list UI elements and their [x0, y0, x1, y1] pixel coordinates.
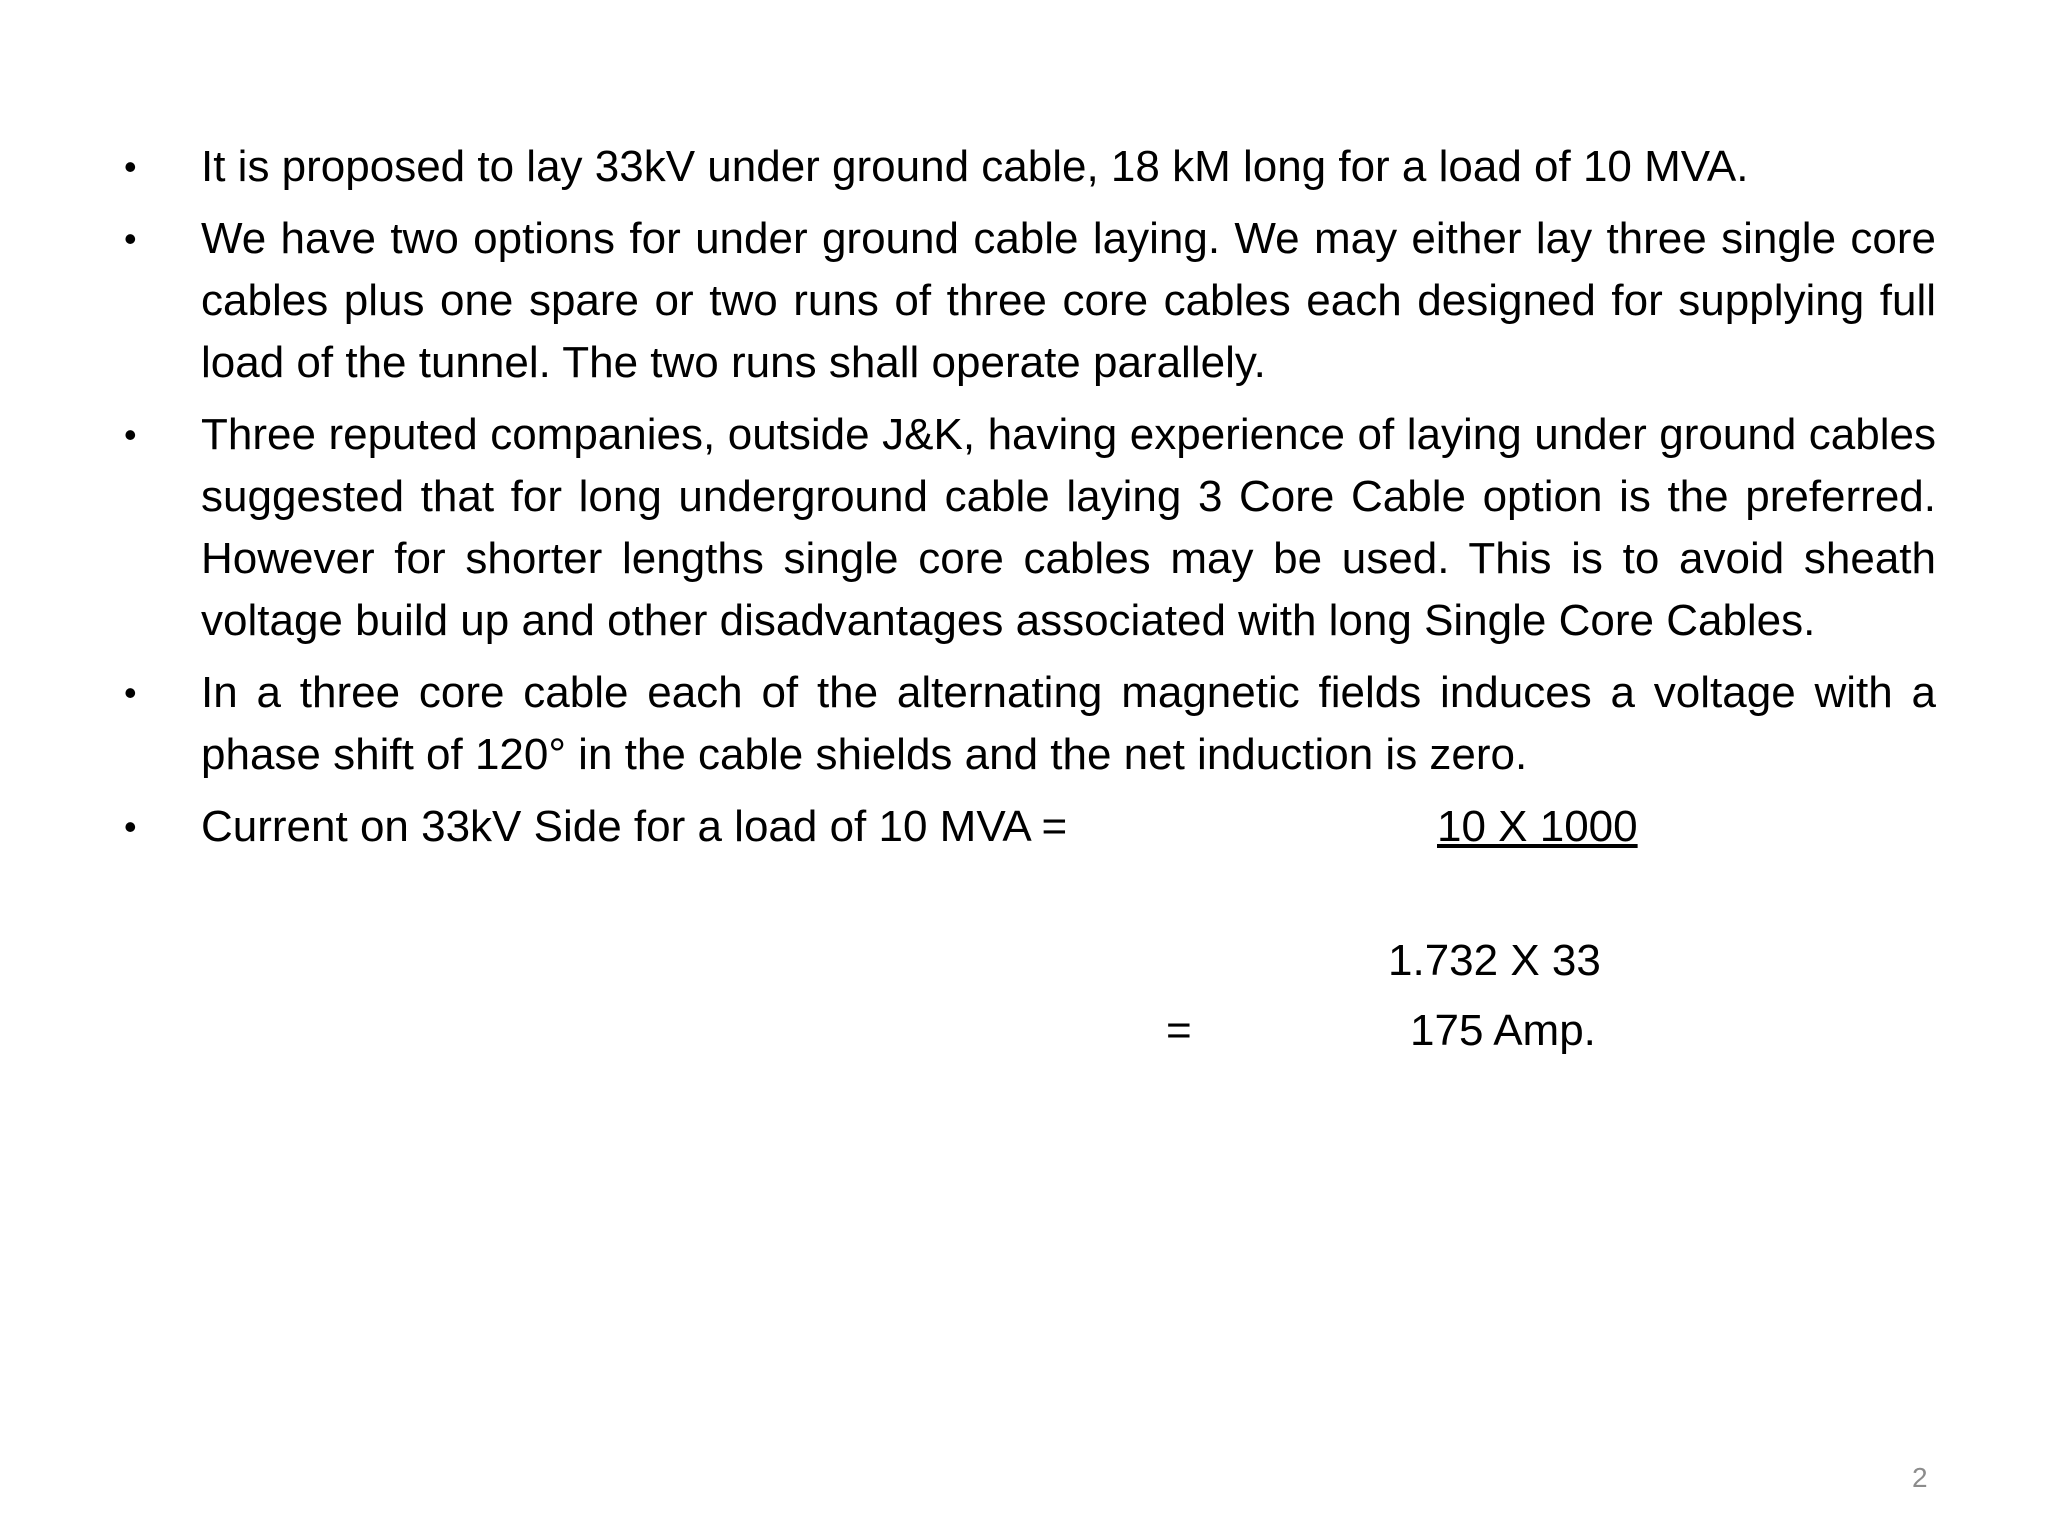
page-number: 2 — [1912, 1462, 1928, 1493]
bullet-text: Three reputed companies, outside J&K, having experience of laying under ground cables suggested that for long underground cable laying 3 Core Cable option is the preferred. However for shorter lengths single core cables may be used. This is to avoid sheath voltage build up and other disadvantages associated with long Single Core Cables. — [201, 410, 1936, 645]
bullet-item — [124, 208, 1936, 394]
formula-equals-sign: = — [1166, 1006, 1192, 1055]
bullet-item — [124, 662, 1936, 786]
calculation-bullet — [124, 796, 1936, 858]
formula-denominator: 1.732 X 33 — [1388, 936, 1601, 985]
bullet-dot-icon: • — [124, 806, 137, 847]
bullet-dot-icon: • — [124, 146, 137, 187]
formula-result: 175 Amp. — [1410, 1006, 1596, 1055]
bullet-list — [124, 136, 1936, 868]
bullet-dot-icon: • — [124, 672, 137, 713]
formula-numerator: 10 X 1000 — [1437, 802, 1638, 851]
calculation-label: Current on 33kV Side for a load of 10 MVA = — [201, 802, 1068, 851]
bullet-dot-icon: • — [124, 218, 137, 259]
bullet-text: We have two options for under ground cable laying. We may either lay three single core cables plus one spare or two runs of three core cables each designed for supplying full load of the tunnel. The two runs shall operate parallely. — [201, 214, 1936, 387]
bullet-text: It is proposed to lay 33kV under ground cable, 18 kM long for a load of 10 MVA. — [201, 142, 1749, 191]
bullet-text: In a three core cable each of the alternating magnetic fields induces a voltage with a phase shift of 120° in the cable shields and the net induction is zero. — [201, 668, 1936, 779]
bullet-item — [124, 136, 1936, 198]
bullet-dot-icon: • — [124, 414, 137, 455]
bullet-item — [124, 404, 1936, 652]
